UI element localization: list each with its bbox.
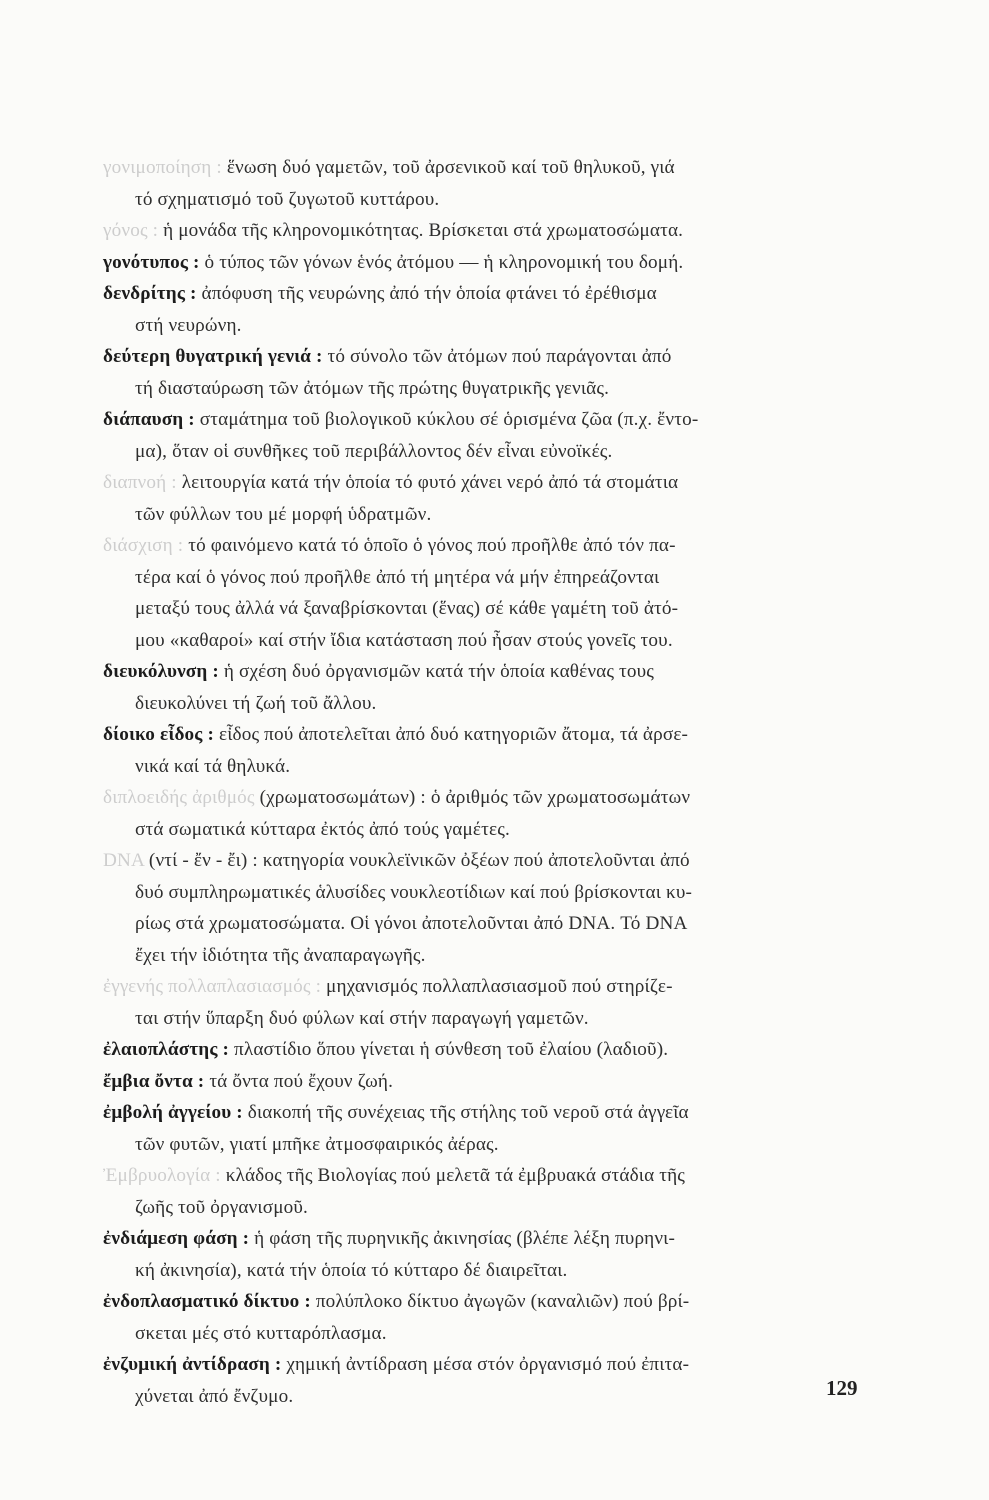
page-number: 129 — [826, 1376, 858, 1400]
entry-definition: ἀπόφυση τῆς νευρώνης ἀπό τήν ὁποία φτάνει τό ἐρέθισμα — [201, 283, 657, 304]
entry-definition: (χρωματοσωμάτων) : ὁ ἀριθμός τῶν χρωματοσωμάτων — [259, 787, 691, 808]
entry-term: δίοικο εἶδος : — [103, 724, 215, 745]
entry-definition: πολύπλοκο δίκτυο ἀγωγῶν (καναλιῶν) πού βρί- — [315, 1291, 690, 1312]
glossary-entry — [103, 215, 873, 247]
glossary-entry — [103, 152, 873, 215]
glossary-entry — [103, 1223, 873, 1286]
entry-term: γονότυπος : — [103, 251, 200, 273]
entry-term: ἔμβια ὄντα : — [103, 1070, 205, 1092]
entry-definition-continuation: μου «καθαροί» καί στήν ἴδια κατάσταση πού ἦσαν στούς γονεῖς του. — [135, 629, 673, 651]
entry-definition: χημική ἀντίδραση μέσα στόν ὀργανισμό πού ἐπιτα- — [286, 1354, 690, 1375]
entry-definition-continuation: τή διασταύρωση τῶν ἀτόμων τῆς πρώτης θυγατρικῆς γενιᾶς. — [135, 377, 610, 399]
glossary-entry — [103, 247, 873, 279]
entry-definition-continuation: στή νευρώνη. — [135, 314, 242, 336]
glossary-entry — [103, 467, 873, 530]
entry-definition: κλάδος τῆς Βιολογίας πού μελετᾶ τά ἐμβρυακά στάδια τῆς — [225, 1165, 686, 1186]
entry-definition-continuation: ζωῆς τοῦ ὀργανισμοῦ. — [135, 1196, 308, 1218]
entry-definition-continuation: μεταξύ τους ἀλλά νά ξαναβρίσκονται (ἕνας) σέ κάθε γαμέτη τοῦ ἀτό- — [135, 598, 679, 619]
glossary-entry — [103, 1034, 873, 1066]
entry-definition: σταμάτημα τοῦ βιολογικοῦ κύκλου σέ ὁρισμένα ζῶα (π.χ. ἔντο- — [199, 409, 699, 430]
glossary-entry — [103, 1097, 873, 1160]
entry-definition: τά ὄντα πού ἔχουν ζωή. — [209, 1070, 394, 1092]
entry-definition-continuation: ρίως στά χρωματοσώματα. Οἱ γόνοι ἀποτελοῦνται ἀπό DNA. Τό DNA — [135, 913, 688, 934]
entry-term: διευκόλυνση : — [103, 661, 219, 682]
entry-definition: (ντί - ἔν - ἔι) : κατηγορία νουκλεϊνικῶν ὀξέων πού ἀποτελοῦνται ἀπό — [148, 850, 690, 871]
glossary-body — [103, 152, 873, 1412]
entry-term: ἐμβολή ἀγγείου : — [103, 1102, 243, 1123]
entry-definition-continuation: τῶν φυτῶν, γιατί μπῆκε ἀτμοσφαιρικός ἀέρας. — [135, 1133, 499, 1155]
entry-definition-continuation: ἔχει τήν ἰδιότητα τῆς ἀναπαραγωγῆς. — [135, 944, 426, 966]
glossary-entry — [103, 278, 873, 341]
entry-definition: ἡ μονάδα τῆς κληρονομικότητας. Βρίσκεται στά χρωματοσώματα. — [163, 220, 684, 241]
entry-term: διπλοειδής ἀριθμός — [103, 787, 255, 808]
entry-term: DNA — [103, 850, 144, 871]
entry-term: ἐνδοπλασματικό δίκτυο : — [103, 1291, 311, 1312]
entry-definition-continuation: μα), ὅταν οἱ συνθῆκες τοῦ περιβάλλοντος δέν εἶναι εὐνοϊκές. — [135, 440, 613, 462]
entry-definition: μηχανισμός πολλαπλασιασμοῦ πού στηρίζε- — [326, 976, 673, 997]
glossary-entry — [103, 404, 873, 467]
glossary-entry — [103, 1160, 873, 1223]
entry-definition-continuation: τό σχηματισμό τοῦ ζυγωτοῦ κυττάρου. — [135, 188, 440, 210]
entry-definition-continuation: τέρα καί ὁ γόνος πού προῆλθε ἀπό τή μητέρα νά μήν ἐπηρεάζονται — [135, 566, 660, 588]
entry-term: δεύτερη θυγατρική γενιά : — [103, 346, 323, 367]
entry-definition-continuation: στά σωματικά κύτταρα ἐκτός ἀπό τούς γαμέτες. — [135, 818, 510, 840]
glossary-entry — [103, 341, 873, 404]
entry-term: ἐνζυμική ἀντίδραση : — [103, 1354, 282, 1375]
entry-definition: ὁ τύπος τῶν γόνων ἑνός ἀτόμου — ἡ κληρονομική του δομή. — [204, 251, 684, 273]
entry-definition: διακοπή τῆς συνέχειας τῆς στήλης τοῦ νεροῦ στά ἀγγεῖα — [247, 1102, 689, 1123]
entry-term: Ἐμβρυολογία : — [103, 1165, 221, 1186]
entry-definition: λειτουργία κατά τήν ὁποία τό φυτό χάνει νερό ἀπό τά στομάτια — [181, 472, 679, 493]
entry-definition: πλαστίδιο ὅπου γίνεται ἡ σύνθεση τοῦ ἐλαίου (λαδιοῦ). — [234, 1039, 669, 1060]
entry-definition-continuation: τῶν φύλλων του μέ μορφή ὑδρατμῶν. — [135, 503, 432, 525]
entry-definition-continuation: διευκολύνει τή ζωή τοῦ ἄλλου. — [135, 692, 377, 714]
entry-definition-continuation: ται στήν ὕπαρξη δυό φύλων καί στήν παραγωγή γαμετῶν. — [135, 1007, 589, 1029]
entry-definition-continuation: δυό συμπληρωματικές ἁλυσίδες νουκλεοτίδιων καί πού βρίσκονται κυ- — [135, 881, 693, 903]
entry-definition-continuation: χύνεται ἀπό ἔνζυμο. — [135, 1385, 294, 1407]
entry-definition: ἡ φάση τῆς πυρηνικῆς ἀκινησίας (βλέπε λέξη πυρηνι- — [254, 1228, 676, 1249]
entry-term: δενδρίτης : — [103, 283, 197, 304]
glossary-entry — [103, 1349, 873, 1412]
glossary-entry — [103, 971, 873, 1034]
entry-definition: τό φαινόμενο κατά τό ὁποῖο ὁ γόνος πού προῆλθε ἀπό τόν πα- — [188, 535, 676, 556]
entry-term: ἐγγενής πολλαπλασιασμός : — [103, 976, 322, 997]
glossary-entry — [103, 1286, 873, 1349]
entry-term: διάπαυση : — [103, 409, 195, 430]
entry-term: γόνος : — [103, 220, 159, 241]
glossary-entry — [103, 1066, 873, 1098]
glossary-entry — [103, 656, 873, 719]
entry-definition: εἶδος πού ἀποτελεῖται ἀπό δυό κατηγοριῶν ἄτομα, τά ἀρσε- — [218, 724, 689, 745]
entry-term: ἐλαιοπλάστης : — [103, 1039, 230, 1060]
entry-definition-continuation: κή ἀκινησία), κατά τήν ὁποία τό κύτταρο δέ διαιρεῖται. — [135, 1259, 568, 1281]
entry-definition: τό σύνολο τῶν ἀτόμων πού παράγονται ἀπό — [327, 346, 672, 367]
entry-term: διάσχιση : — [103, 535, 184, 556]
entry-term: ἐνδιάμεση φάση : — [103, 1228, 250, 1249]
entry-term: διαπνοή : — [103, 472, 177, 493]
entry-definition-continuation: σκεται μές στό κυτταρόπλασμα. — [135, 1322, 387, 1344]
glossary-entry — [103, 845, 873, 971]
glossary-entry — [103, 719, 873, 782]
entry-definition: ἡ σχέση δυό ὀργανισμῶν κατά τήν ὁποία καθένας τους — [223, 661, 655, 682]
glossary-entry — [103, 782, 873, 845]
entry-term: γονιμοποίηση : — [103, 157, 222, 178]
glossary-entry — [103, 530, 873, 656]
entry-definition: ἕνωση δυό γαμετῶν, τοῦ ἀρσενικοῦ καί τοῦ θηλυκοῦ, γιά — [226, 157, 675, 178]
entry-definition-continuation: νικά καί τά θηλυκά. — [135, 755, 291, 777]
